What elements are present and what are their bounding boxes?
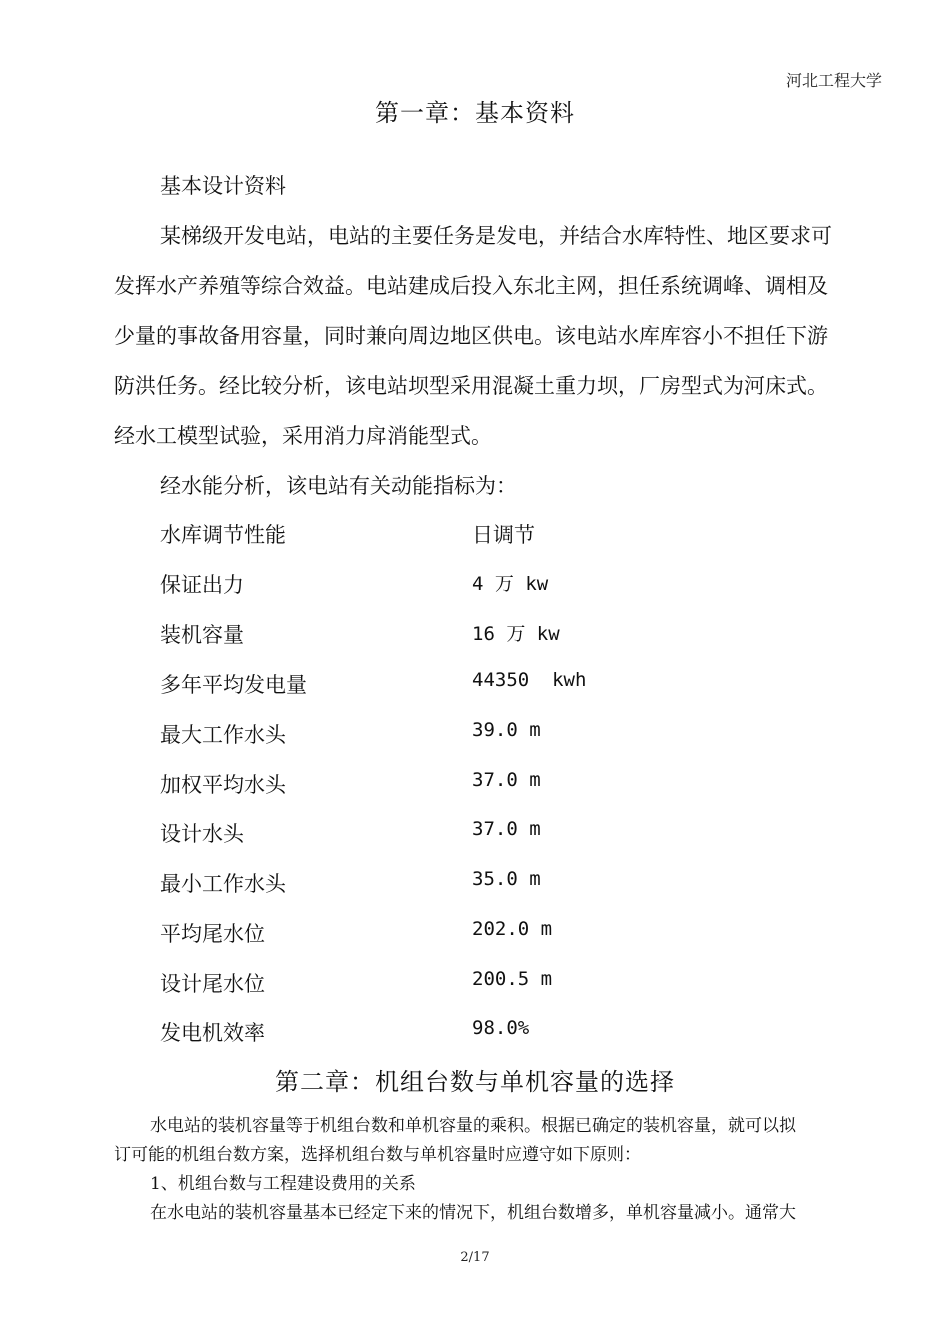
paragraph-line: 在水电站的装机容量基本已经定下来的情况下，机组台数增多，单机容量减小。通常大	[150, 1203, 796, 1223]
indicator-row	[160, 968, 552, 1002]
subsection-title: 1、机组台数与工程建设费用的关系	[150, 1174, 416, 1194]
indicator-value: 37.0 m	[472, 818, 541, 840]
indicators-intro: 经水能分析，该电站有关动能指标为：	[160, 474, 517, 498]
indicator-label: 最小工作水头	[160, 872, 286, 896]
paragraph-line: 少量的事故备用容量，同时兼向周边地区供电。该电站水库库容小不担任下游	[114, 324, 828, 348]
paragraph-line: 发挥水产养殖等综合效益。电站建成后投入东北主网，担任系统调峰、调相及	[114, 274, 828, 298]
paragraph-line: 水电站的装机容量等于机组台数和单机容量的乘积。根据已确定的装机容量，就可以拟	[150, 1116, 796, 1136]
paragraph-line: 防洪任务。经比较分析，该电站坝型采用混凝土重力坝，厂房型式为河床式。	[114, 374, 828, 398]
chapter2-body	[114, 1112, 884, 1228]
indicator-row	[160, 719, 541, 753]
indicator-row	[160, 868, 541, 902]
indicator-value: 98.0%	[472, 1017, 530, 1039]
paragraph-line: 某梯级开发电站，电站的主要任务是发电，并结合水库特性、地区要求可	[160, 224, 832, 248]
indicator-value: 4 万 kw	[472, 573, 549, 595]
indicator-label: 最大工作水头	[160, 723, 286, 747]
indicator-label: 设计水头	[160, 822, 244, 846]
indicator-value: 39.0 m	[472, 719, 541, 741]
section-title: 基本设计资料	[160, 174, 286, 198]
indicator-label: 设计尾水位	[160, 972, 265, 996]
indicator-row	[160, 818, 541, 852]
indicator-row	[160, 619, 560, 653]
indicator-label: 多年平均发电量	[160, 673, 307, 697]
page-number: 2/17	[460, 1250, 490, 1265]
paragraph-line: 订可能的机组台数方案，选择机组台数与单机容量时应遵守如下原则：	[114, 1145, 641, 1165]
indicator-row	[160, 519, 535, 553]
indicator-value: 37.0 m	[472, 769, 541, 791]
indicator-row	[160, 669, 586, 703]
indicator-value: 日调节	[472, 523, 535, 547]
indicator-value: 202.0 m	[472, 918, 553, 940]
chapter1-body	[114, 161, 884, 511]
indicator-value: 16 万 kw	[472, 623, 560, 645]
indicator-label: 加权平均水头	[160, 773, 286, 797]
indicator-label: 水库调节性能	[160, 523, 286, 547]
indicator-row	[160, 1017, 529, 1051]
indicator-row	[160, 918, 552, 952]
chapter2-title: 第二章：机组台数与单机容量的选择	[275, 1068, 675, 1096]
indicator-value: 200.5 m	[472, 968, 553, 990]
indicator-row	[160, 769, 541, 803]
paragraph-line: 经水工模型试验，采用消力戽消能型式。	[114, 424, 492, 448]
indicator-label: 发电机效率	[160, 1021, 265, 1045]
indicator-value: 35.0 m	[472, 868, 541, 890]
indicator-label: 装机容量	[160, 623, 244, 647]
chapter1-title: 第一章：基本资料	[375, 99, 575, 127]
indicator-row	[160, 569, 548, 603]
indicator-label: 平均尾水位	[160, 922, 265, 946]
indicator-value: 44350 kwh	[472, 669, 587, 691]
indicator-label: 保证出力	[160, 573, 244, 597]
header-org: 河北工程大学	[785, 71, 882, 90]
